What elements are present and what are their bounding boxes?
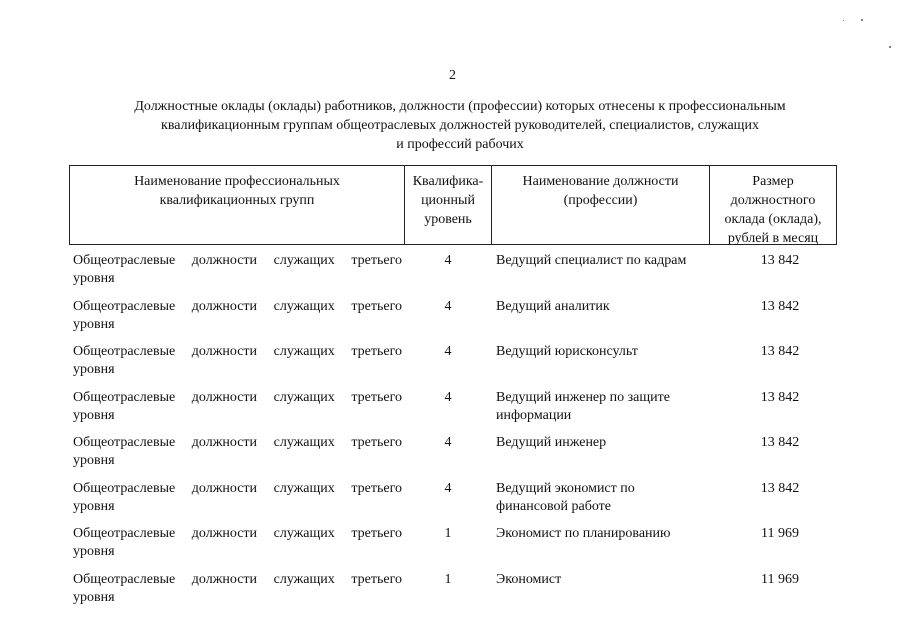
group-name-line: Общеотраслевые должности служащих третьего <box>73 253 402 268</box>
header-position-line: Наименование должности <box>522 174 679 189</box>
table-row <box>69 525 837 571</box>
table-row <box>69 298 837 344</box>
position-line: Экономист <box>496 571 562 587</box>
table-row <box>69 389 837 435</box>
header-salary-line: Размер <box>752 174 794 189</box>
position-cell <box>491 434 709 480</box>
table-row <box>69 434 837 480</box>
level-cell: 4 <box>444 480 452 496</box>
position-line: Экономист по планированию <box>496 526 671 541</box>
header-group <box>70 166 405 244</box>
header-level <box>405 166 492 244</box>
group-name-line: уровня <box>73 589 115 605</box>
title-line: и профессий рабочих <box>396 137 524 152</box>
page-number: 2 <box>449 68 456 83</box>
group-cell <box>69 343 404 389</box>
group-name-line: Общеотраслевые должности служащих третьего <box>73 344 402 359</box>
header-salary-line: должностного <box>730 193 816 208</box>
group-cell <box>69 480 404 526</box>
group-name-line: уровня <box>73 362 115 377</box>
group-name-line: уровня <box>73 453 115 468</box>
header-salary-line: рублей в месяц <box>727 231 819 246</box>
salary-cell: 13 842 <box>760 344 800 359</box>
position-line: Ведущий юрисконсульт <box>496 344 638 359</box>
group-cell <box>69 571 404 617</box>
header-group-line: квалификационных групп <box>159 193 315 208</box>
group-name-line: Общеотраслевые должности служащих третьего <box>73 480 402 496</box>
title-line: квалификационным группам общеотраслевых должностей руководителей, специалистов, служащих <box>161 118 759 133</box>
position-line: Ведущий инженер <box>496 435 607 450</box>
group-name-line: уровня <box>73 271 115 286</box>
position-line: финансовой работе <box>496 498 611 514</box>
group-name-line: уровня <box>73 316 115 332</box>
document-title <box>90 97 830 154</box>
header-salary-line: оклада (оклада), <box>724 212 822 227</box>
position-cell <box>491 343 709 389</box>
level-cell: 4 <box>444 389 452 405</box>
group-cell <box>69 525 404 571</box>
salary-cell: 13 842 <box>760 298 800 314</box>
salary-cell: 13 842 <box>760 389 800 405</box>
position-cell <box>491 298 709 344</box>
group-name-line: Общеотраслевые должности служащих третьего <box>73 571 402 587</box>
group-name-line: уровня <box>73 544 115 559</box>
salary-cell: 11 969 <box>761 526 799 541</box>
position-line: Ведущий аналитик <box>496 298 610 314</box>
group-name-line: Общеотраслевые должности служащих третьего <box>73 389 402 405</box>
level-cell: 1 <box>444 571 452 587</box>
group-cell <box>69 389 404 435</box>
table-header <box>69 165 837 245</box>
scan-speck <box>843 20 844 21</box>
group-cell <box>69 434 404 480</box>
group-name-line: уровня <box>73 498 115 514</box>
header-salary <box>710 166 836 244</box>
group-name-line: Общеотраслевые должности служащих третьего <box>73 298 402 314</box>
group-name-line: Общеотраслевые должности служащих третьего <box>73 435 402 450</box>
group-name-line: уровня <box>73 407 115 423</box>
salary-cell: 13 842 <box>760 435 800 450</box>
table-row <box>69 571 837 617</box>
position-cell <box>491 571 709 617</box>
scan-speck <box>889 46 891 48</box>
salary-cell: 13 842 <box>760 480 800 496</box>
position-cell <box>491 389 709 435</box>
header-position-line: (профессии) <box>563 193 638 208</box>
level-cell: 4 <box>444 344 452 359</box>
header-group-line: Наименование профессиональных <box>134 174 340 189</box>
position-cell <box>491 480 709 526</box>
position-cell <box>491 252 709 298</box>
level-cell: 4 <box>444 298 452 314</box>
level-cell: 1 <box>444 526 452 541</box>
table-body <box>69 252 837 616</box>
level-cell: 4 <box>444 253 452 268</box>
table-row <box>69 252 837 298</box>
salary-cell: 11 969 <box>761 571 799 587</box>
table-row <box>69 343 837 389</box>
group-cell <box>69 298 404 344</box>
position-cell <box>491 525 709 571</box>
header-position <box>492 166 710 244</box>
level-cell: 4 <box>444 435 452 450</box>
position-line: Ведущий специалист по кадрам <box>496 253 687 268</box>
table-row <box>69 480 837 526</box>
salary-cell: 13 842 <box>760 253 800 268</box>
header-level-line: уровень <box>424 212 472 227</box>
position-line: Ведущий экономист по <box>496 480 635 496</box>
header-level-line: ционный <box>421 193 475 208</box>
header-level-line: Квалифика- <box>412 174 484 189</box>
title-line: Должностные оклады (оклады) работников, должности (профессии) которых отнесены к профессиональным <box>134 99 786 114</box>
position-line: Ведущий инженер по защите <box>496 389 670 405</box>
scan-speck <box>861 19 863 21</box>
position-line: информации <box>496 407 572 423</box>
group-cell <box>69 252 404 298</box>
group-name-line: Общеотраслевые должности служащих третьего <box>73 526 402 541</box>
